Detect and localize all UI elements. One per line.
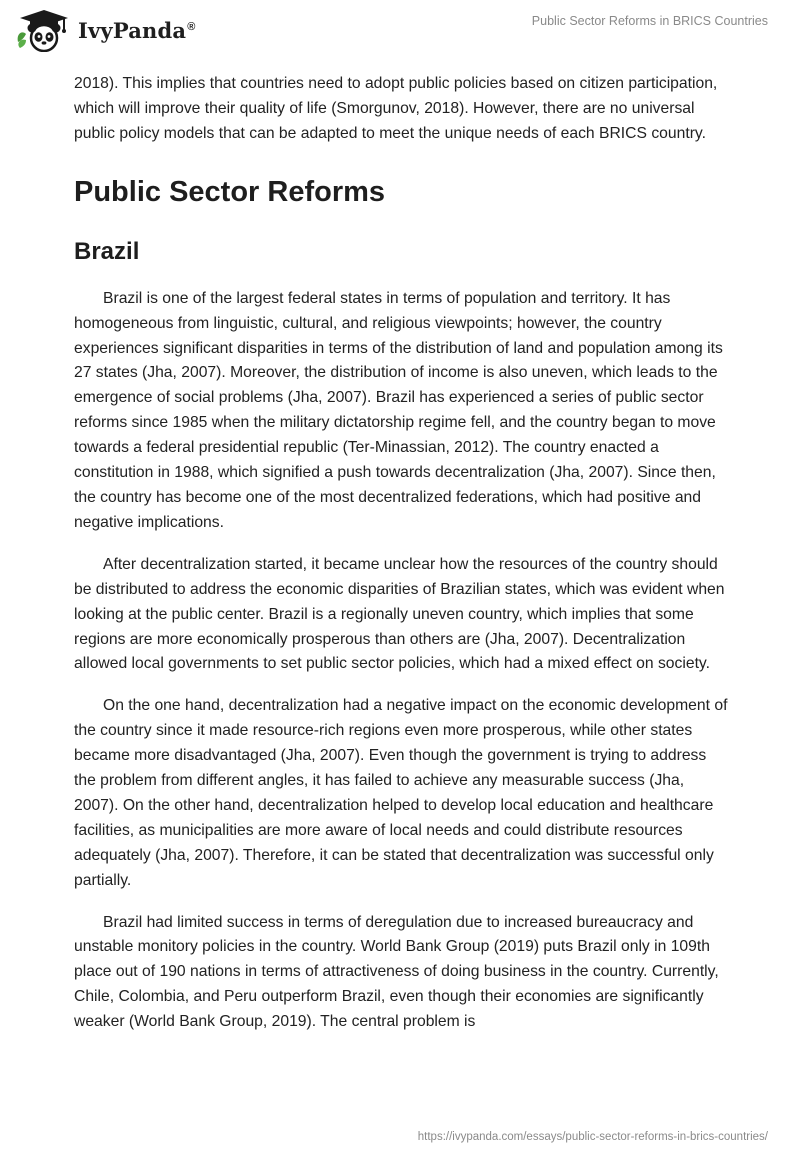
registered-mark: ® <box>187 20 196 33</box>
essay-content <box>74 72 728 1052</box>
brand-name: IvyPanda® <box>78 17 196 43</box>
source-url[interactable]: https://ivypanda.com/essays/public-sector-reforms-in-brics-countries/ <box>417 1131 768 1143</box>
page-header <box>0 0 800 60</box>
section-heading: Public Sector Reforms <box>74 175 386 208</box>
document-title: Public Sector Reforms in BRICS Countries <box>531 14 768 28</box>
body-paragraph: On the one hand, decentralization had a negative impact on the economic development of the country since it made resource-rich regions even more prosperous, while other states became more disadvantaged (Jha, 2007). Even though the government is trying to address the problem from different angles, it has failed to achieve any measurable success (Jha, 2007). On the other hand, decentralization helped to develop local education and healthcare facilities, as municipalities are more aware of local needs and could distribute resources adequately (Jha, 2007). Therefore, it can be stated that decentralization was successful only partially. <box>74 697 728 889</box>
brand-logo[interactable] <box>14 8 196 52</box>
body-paragraph: After decentralization started, it became unclear how the resources of the country should be distributed to address the economic disparities of Brazilian states, which was evident when looking at the public center. Brazil is a regionally uneven country, which implies that some regions are more economically prosperous than others are (Jha, 2007). Decentralization allowed local governments to set public sector policies, which had a mixed effect on society. <box>74 555 725 673</box>
panda-logo-icon <box>14 8 72 52</box>
body-paragraph: Brazil is one of the largest federal states in terms of population and territory. It has homogeneous from linguistic, cultural, and religious viewpoints; however, the country experiences significant disparities in terms of the distribution of land and population among its 27 states (Jha, 2007). Moreover, the distribution of income is also uneven, which leads to the emergence of social problems (Jha, 2007). Brazil has experienced a series of public sector reforms since 1985 when the military dictatorship regime fell, and the country began to move towards a federal presidential republic (Ter-Minassian, 2012). The country enacted a constitution in 1988, which signified a push towards decentralization (Jha, 2007). Since then, the country has become one of the most decentralized federations, which had positive and negative implications. <box>74 289 723 531</box>
intro-paragraph: 2018). This implies that countries need to adopt public policies based on citizen participation, which will improve their quality of life (Smorgunov, 2018). However, there are no universal public policy models that can be adapted to meet the unique needs of each BRICS country. <box>74 75 718 142</box>
body-paragraph: Brazil had limited success in terms of deregulation due to increased bureaucracy and unstable monitory policies in the country. World Bank Group (2019) puts Brazil only in 109th place out of 190 nations in terms of attractiveness of doing business in the country. Currently, Chile, Colombia, and Peru outperform Brazil, even though their economies are significantly weaker (World Bank Group, 2019). The central problem is <box>74 913 719 1031</box>
subsection-heading: Brazil <box>74 237 140 265</box>
